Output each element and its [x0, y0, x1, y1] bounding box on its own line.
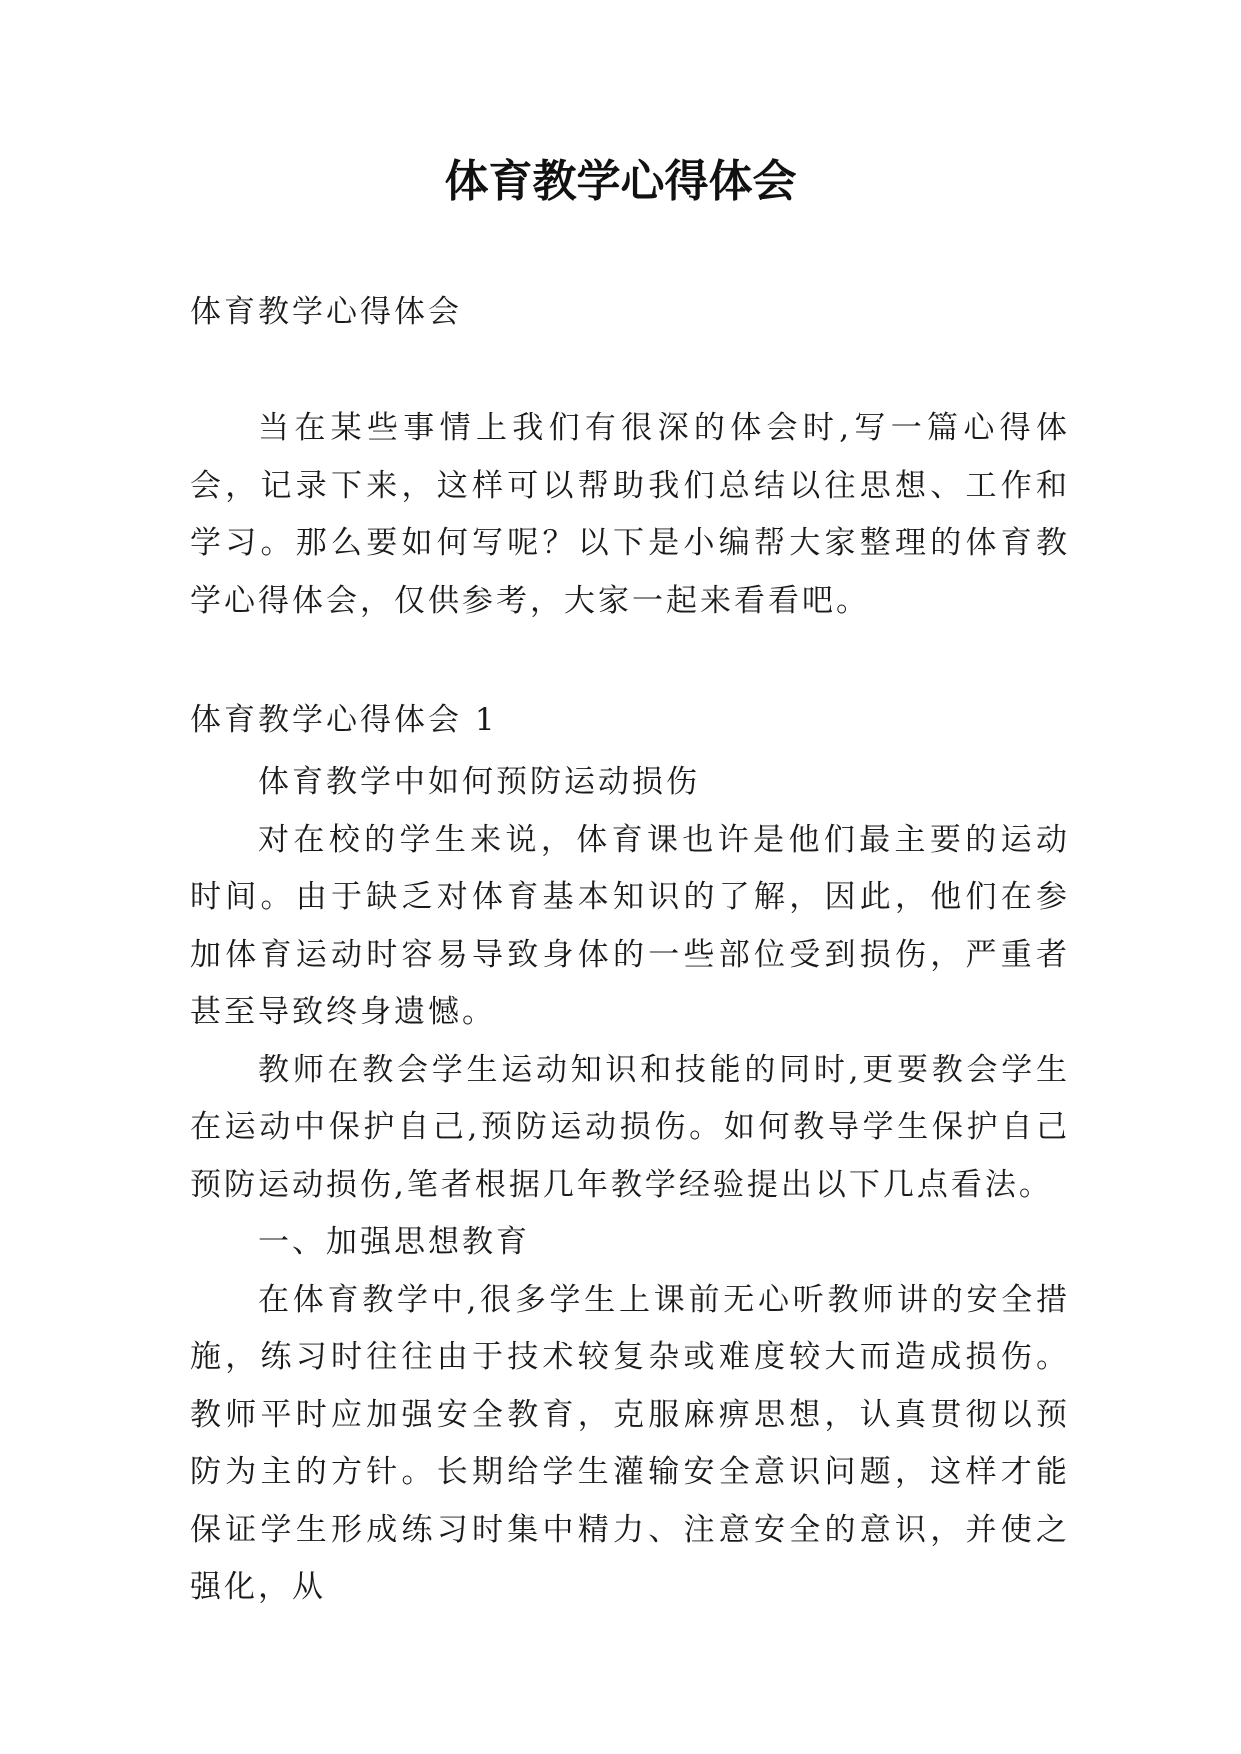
document-title: 体育教学心得体会 — [444, 156, 797, 207]
document-body — [190, 292, 1070, 1617]
intro-paragraph: 当在某些事情上我们有很深的体会时,写一篇心得体会，记录下来，这样可以帮助我们总结以往思想、工作和学习。那么要如何写呢？以下是小编帮大家整理的体育教学心得体会，仅供参考，大家一起来看看吧。 — [190, 410, 1070, 619]
document-subtitle: 体育教学心得体会 — [190, 294, 462, 330]
section-subheading: 一、加强思想教育 — [258, 1224, 530, 1260]
body-paragraph: 在体育教学中,很多学生上课前无心听教师讲的安全措施，练习时往往由于技术较复杂或难度较大而造成损伤。教师平时应加强安全教育，克服麻痹思想，认真贯彻以预防为主的方针。长期给学生灌输安全意识问题，这样才能保证学生形成练习时集中精力、注意安全的意识，并使之强化，从 — [190, 1281, 1070, 1605]
body-paragraph: 对在校的学生来说，体育课也许是他们最主要的运动时间。由于缺乏对体育基本知识的了解，因此，他们在参加体育运动时容易导致身体的一些部位受到损伤，严重者甚至导致终身遗憾。 — [190, 821, 1070, 1030]
section-heading: 体育教学心得体会 1 — [190, 702, 498, 738]
article-title: 体育教学中如何预防运动损伤 — [258, 764, 700, 800]
body-paragraph: 教师在教会学生运动知识和技能的同时,更要教会学生在运动中保护自己,预防运动损伤。如何教导学生保护自己预防运动损伤,笔者根据几年教学经验提出以下几点看法。 — [190, 1051, 1070, 1203]
